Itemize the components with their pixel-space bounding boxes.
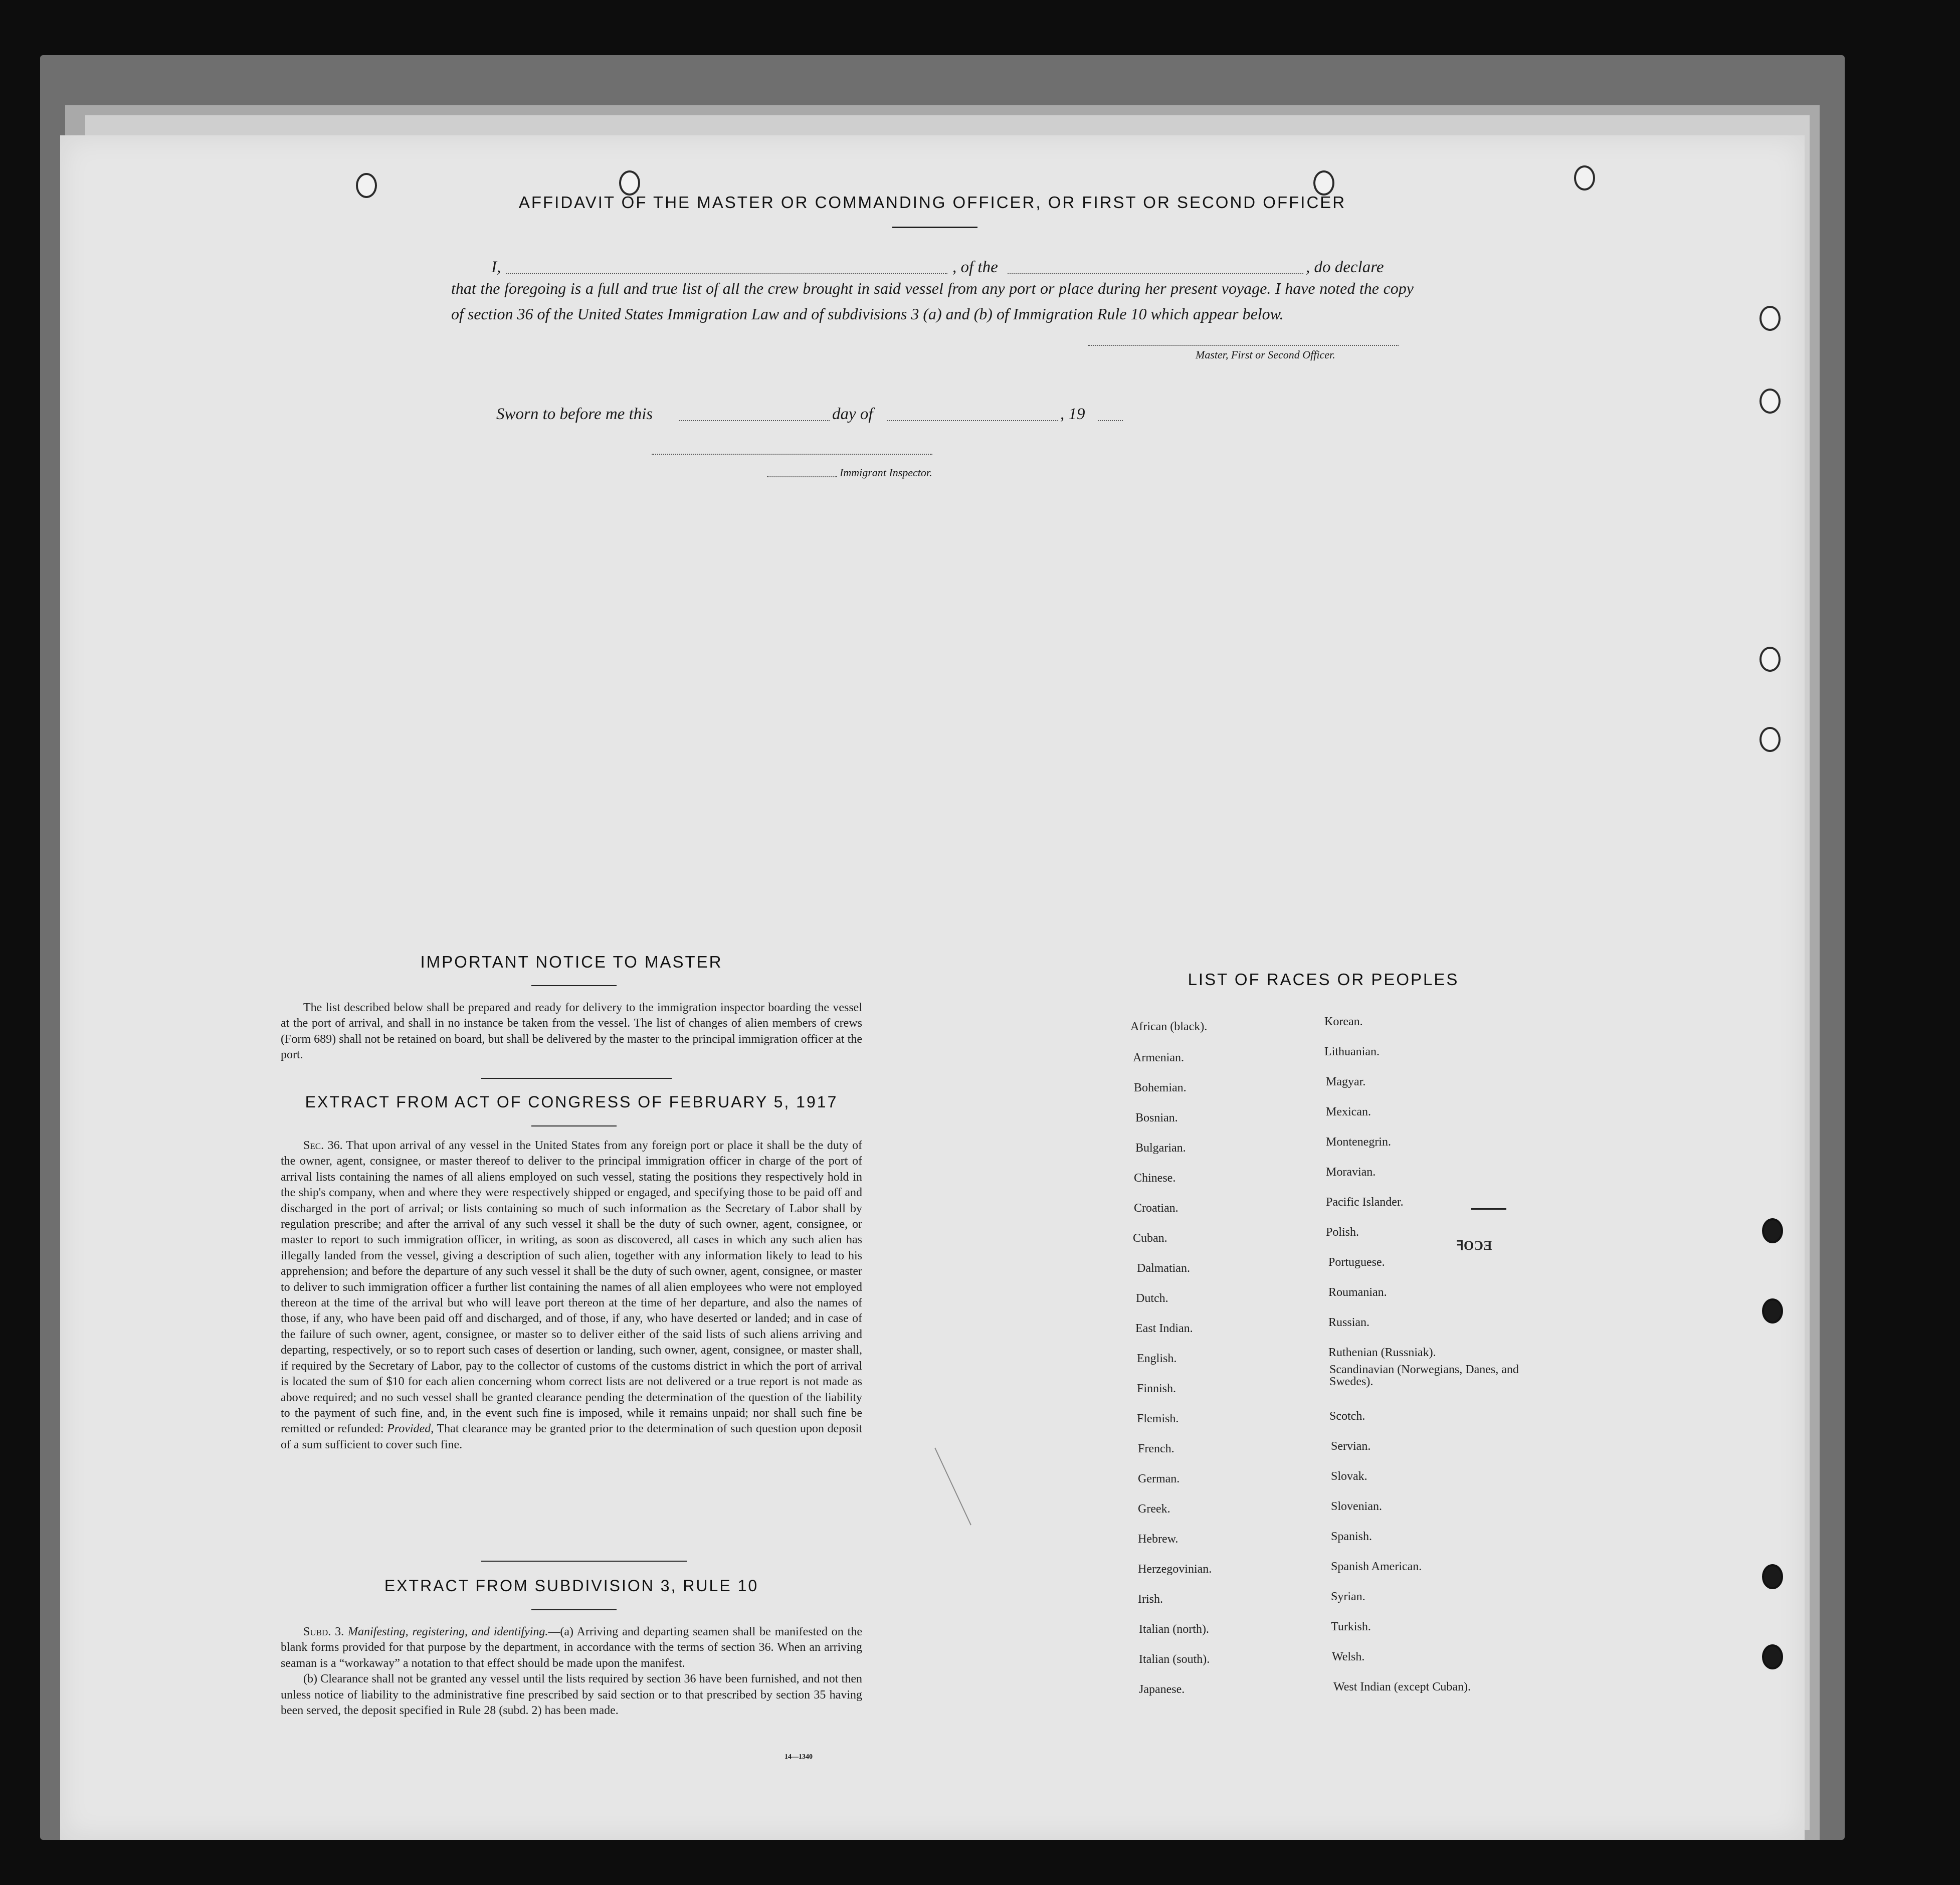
extract-rule-title: EXTRACT FROM SUBDIVISION 3, RULE 10 bbox=[384, 1577, 759, 1595]
subd3-para-a: —(a) Arriving and departing seamen shall be manifested on the blank forms provided for that purpose by the department, in accordance with the terms of section 36. When an arriving seaman is a “workaway” a notation to that effect should be made upon the manifest. bbox=[281, 1625, 863, 1670]
affidavit-statement: that the foregoing is a full and true list of all the crew brought in said vessel from any port or place during her present voyage. I have noted the copy of section 36 of the United States Immigration Law and of subdivisions 3 (a) and (b) of Immigration Rule 10 which appear below. bbox=[451, 279, 1414, 323]
race-item: Welsh. bbox=[1332, 1650, 1365, 1663]
races-title: LIST OF RACES OR PEOPLES bbox=[1188, 970, 1459, 989]
race-item: Montenegrin. bbox=[1326, 1136, 1391, 1149]
pencil-strike bbox=[1471, 1208, 1506, 1210]
extract-act-end-rule bbox=[481, 1561, 687, 1562]
subd3-heading: Manifesting, registering, and identifying. bbox=[348, 1625, 548, 1638]
sec36-paragraph bbox=[281, 1138, 862, 1453]
vessel-field[interactable] bbox=[1008, 273, 1303, 274]
sec36-label: Sec. 36. bbox=[303, 1139, 343, 1152]
notice-paragraph: The list described below shall be prepared and ready for delivery to the immigration inspector boarding the vessel at the port of arrival, and shall in no instance be taken from the vessel. The list of changes of alien members of crews (Form 689) shall not be retained on board, but shall be delivered by the master to the principal immigration officer at the port. bbox=[281, 1001, 862, 1062]
proviso-label: Provided, bbox=[387, 1422, 434, 1436]
inspector-caption: Immigrant Inspector. bbox=[840, 466, 932, 479]
race-item: Russian. bbox=[1328, 1316, 1370, 1329]
sworn-day-field[interactable] bbox=[679, 420, 830, 421]
race-item: Japanese. bbox=[1139, 1683, 1185, 1696]
subd3-para-b: (b) Clearance shall not be granted any vessel until the lists required by section 36 have been furnished, and not then unless notice of liability to the administrative fine prescribed by said section or to that prescribed by section 35 having been served, the deposit specified in Rule 28 (subd. 2) has been made. bbox=[281, 1672, 862, 1718]
subd3-label: Subd. 3. bbox=[303, 1625, 344, 1638]
race-item: West Indian (except Cuban). bbox=[1333, 1680, 1471, 1693]
punch-hole bbox=[1759, 647, 1781, 672]
punch-hole bbox=[1762, 1218, 1783, 1243]
race-item: Slovenian. bbox=[1331, 1500, 1382, 1513]
stamp-mark: ꟻOƆƎ bbox=[1456, 1238, 1492, 1253]
punch-hole bbox=[1759, 727, 1781, 752]
race-item: Scandinavian (Norwegians, Danes, and Swedes). bbox=[1329, 1363, 1519, 1388]
race-item: Finnish. bbox=[1137, 1382, 1177, 1395]
punch-hole bbox=[619, 170, 640, 196]
race-item: French. bbox=[1138, 1442, 1174, 1455]
notice-text bbox=[281, 1000, 862, 1063]
race-item: Armenian. bbox=[1133, 1051, 1184, 1064]
inspector-signature-field-2[interactable] bbox=[767, 476, 837, 477]
race-item: Hebrew. bbox=[1138, 1533, 1179, 1546]
race-item: German. bbox=[1138, 1472, 1180, 1485]
race-item: Bohemian. bbox=[1134, 1081, 1187, 1094]
race-item: Servian. bbox=[1331, 1440, 1371, 1453]
do-declare-label: , do declare bbox=[1306, 258, 1384, 276]
race-item: Scotch. bbox=[1329, 1410, 1365, 1423]
race-item: Turkish. bbox=[1331, 1620, 1371, 1633]
race-item: Spanish. bbox=[1331, 1530, 1373, 1543]
race-item: Roumanian. bbox=[1328, 1286, 1387, 1299]
form-number: 14—1340 bbox=[785, 1753, 813, 1761]
race-item: Chinese. bbox=[1134, 1172, 1176, 1185]
day-of-label: day of bbox=[832, 405, 873, 423]
race-item: Lithuanian. bbox=[1324, 1045, 1380, 1058]
proviso-text: That clearance may be granted prior to the determination of such question upon deposit of a sum sufficient to cover such fine. bbox=[281, 1422, 863, 1451]
extract-act-rule bbox=[531, 1125, 617, 1126]
race-item: Portuguese. bbox=[1328, 1256, 1385, 1269]
officer-signature-field[interactable] bbox=[1088, 345, 1399, 346]
race-item: African (black). bbox=[1130, 1020, 1208, 1033]
race-item: Dalmatian. bbox=[1137, 1262, 1190, 1275]
of-the-label: , of the bbox=[952, 258, 998, 276]
punch-hole bbox=[1574, 165, 1595, 191]
name-field[interactable] bbox=[506, 273, 947, 274]
notice-rule bbox=[531, 985, 617, 986]
extract-rule-rule bbox=[531, 1609, 617, 1610]
race-item: Pacific Islander. bbox=[1326, 1196, 1404, 1209]
race-item: East Indian. bbox=[1135, 1322, 1193, 1335]
i-label: I, bbox=[491, 258, 501, 276]
officer-signature-caption: Master, First or Second Officer. bbox=[1196, 348, 1335, 361]
race-item: Ruthenian (Russniak). bbox=[1328, 1346, 1436, 1359]
race-item: Mexican. bbox=[1326, 1105, 1371, 1118]
punch-hole bbox=[1759, 306, 1781, 331]
race-item: Spanish American. bbox=[1331, 1560, 1422, 1573]
affidavit-title: AFFIDAVIT OF THE MASTER OR COMMANDING OFFICER, OR FIRST OR SECOND OFFICER bbox=[518, 193, 1346, 212]
race-item: Polish. bbox=[1326, 1226, 1359, 1239]
race-item: Magyar. bbox=[1326, 1075, 1366, 1088]
punch-hole bbox=[1762, 1298, 1783, 1324]
race-item: Bulgarian. bbox=[1135, 1142, 1186, 1155]
race-item: Korean. bbox=[1324, 1015, 1363, 1028]
inspector-signature-field[interactable] bbox=[652, 454, 932, 455]
race-item: Dutch. bbox=[1136, 1292, 1168, 1305]
race-item: Irish. bbox=[1138, 1593, 1163, 1606]
race-item: Herzegovinian. bbox=[1138, 1563, 1212, 1576]
sec36-text: That upon arrival of any vessel in the United States from any foreign port or place it shall be the duty of the owner, agent, consignee, or master thereof to deliver to the principal immigration officer in charge of the port of arrival lists containing the names of all aliens employed on such vessel, stating the positions they respectively hold in the ship's company, when and where they were respectively shipped or engaged, and specifying those to be paid off and discharged in the port of arrival; or lists containing so much of such information as the Secretary of Labor shall by regulation prescribe; and after the arrival of any such vessel it shall be the duty of such owner, agent, consignee, or master to report to such immigration officer, in writing, as soon as discovered, all cases in which any such alien has illegally landed from the vessel, giving a description of such alien, together with any information likely to lead to his apprehension; and before the departure of any such vessel it shall be the duty of such owner, agent, consignee, or master to deliver to such immigration officer a further list containing the names of all alien employees who were not employed thereon at the time of the arrival but who will leave port thereon at the time of her departure, and also the names of those, if any, who have been paid off and discharged, and of those, if any, who have deserted or landed; and in case of the failure of such owner, agent, consignee, or master so to deliver either of the said lists of such aliens arriving and departing, respectively, or so to report such cases of desertion or landing, such owner, agent, consignee, or master shall, if required by the Secretary of Labor, pay to the collector of customs of the customs district in which the port of arrival is located the sum of $10 for each alien concerning whom correct lists are not delivered or a true report is not made as above required; and no such vessel shall be granted clearance pending the determination of the question of the liability to the payment of such fine, and, in the event such fine is imposed, while it remains unpaid; nor shall such fine be remitted or refunded: bbox=[281, 1139, 862, 1436]
race-item: Syrian. bbox=[1331, 1590, 1365, 1603]
race-item: Bosnian. bbox=[1135, 1111, 1178, 1124]
punch-hole bbox=[1762, 1564, 1783, 1589]
extract-act-title: EXTRACT FROM ACT OF CONGRESS OF FEBRUARY 5, 1917 bbox=[305, 1093, 838, 1111]
extract-rule-text bbox=[281, 1624, 862, 1719]
subd3-paragraph bbox=[281, 1624, 862, 1671]
race-item: Moravian. bbox=[1326, 1166, 1376, 1179]
punch-hole bbox=[1759, 389, 1781, 414]
punch-hole bbox=[1313, 170, 1334, 196]
affidavit-title-rule bbox=[892, 227, 977, 228]
race-item: Greek. bbox=[1138, 1502, 1170, 1516]
race-item: Croatian. bbox=[1134, 1202, 1179, 1215]
sworn-month-field[interactable] bbox=[887, 420, 1058, 421]
sworn-label: Sworn to before me this bbox=[496, 405, 653, 423]
notice-end-rule bbox=[481, 1078, 672, 1079]
year-label: , 19 bbox=[1060, 405, 1085, 423]
extract-act-text bbox=[281, 1138, 862, 1453]
race-item: Italian (north). bbox=[1139, 1623, 1209, 1636]
race-item: English. bbox=[1137, 1352, 1177, 1365]
race-item: Flemish. bbox=[1137, 1412, 1179, 1425]
sworn-year-field[interactable] bbox=[1098, 420, 1123, 421]
race-item: Slovak. bbox=[1331, 1470, 1367, 1483]
race-item: Cuban. bbox=[1133, 1232, 1167, 1245]
race-item: Italian (south). bbox=[1139, 1653, 1210, 1666]
punch-hole bbox=[356, 173, 377, 198]
notice-title: IMPORTANT NOTICE TO MASTER bbox=[420, 953, 723, 971]
punch-hole bbox=[1762, 1644, 1783, 1669]
